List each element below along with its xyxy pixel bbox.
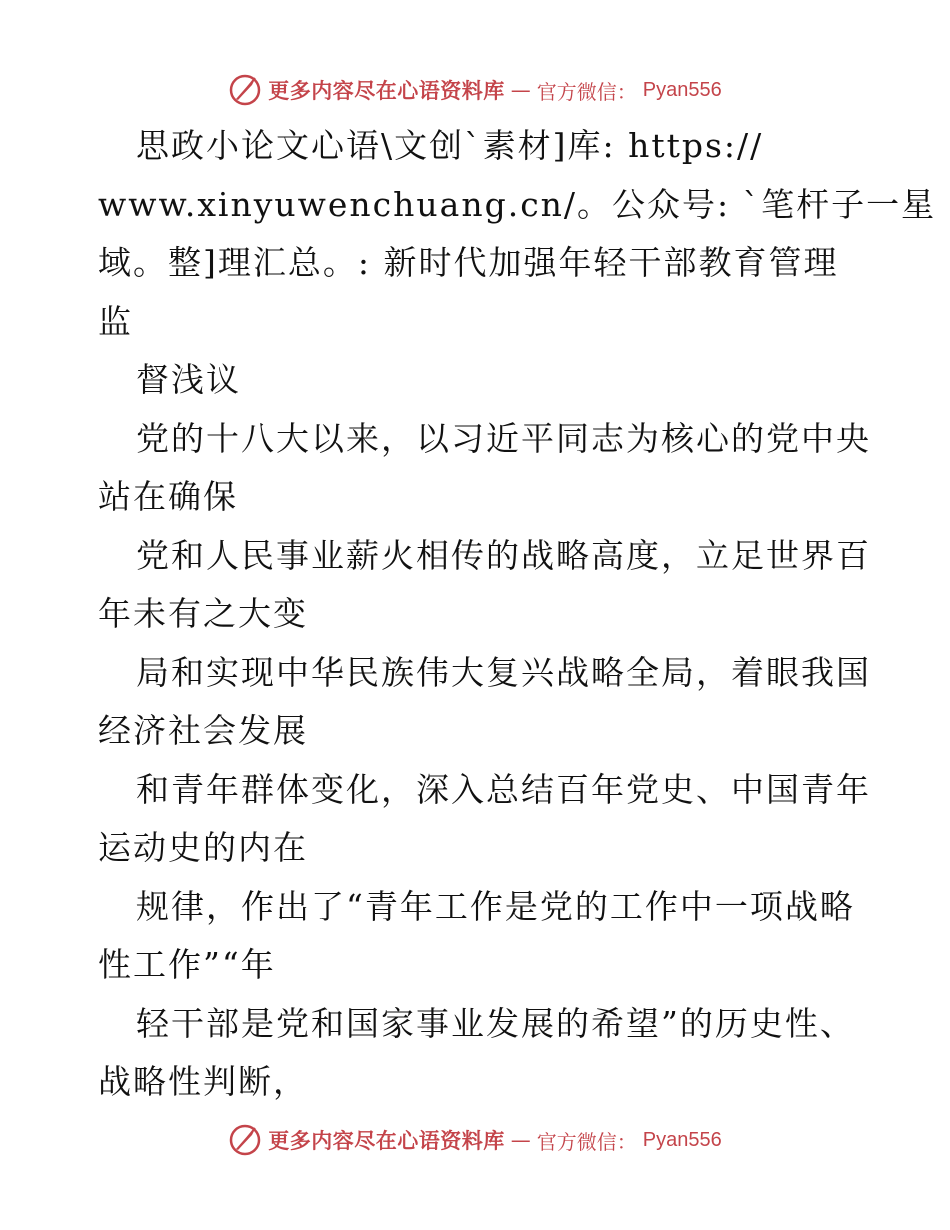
- footer-wechat-id: Pyan556: [642, 1128, 722, 1151]
- quill-pen-icon: [228, 1123, 262, 1157]
- body-line: 督浅议: [136, 360, 241, 399]
- body-line: 性工作”“年: [98, 945, 276, 984]
- header-dash: —: [510, 78, 531, 102]
- body-line: 年未有之大变: [98, 594, 308, 633]
- footer-brand-text: 更多内容尽在心语资料库: [268, 1128, 505, 1153]
- body-line: www.xinyuwenchuang.cn/。公众号: `笔杆子一星: [98, 184, 937, 224]
- body-line: 和青年群体变化，深入总结百年党史、中国青年: [136, 769, 871, 809]
- body-line: 监: [98, 301, 133, 341]
- header-wechat-label: 官方微信：: [536, 79, 637, 104]
- body-line: 规律，作出了“青年工作是党的工作中一项战略: [136, 886, 855, 926]
- body-line: 党的十八大以来，以习近平同志为核心的党中央: [136, 418, 871, 458]
- document-body: [98, 117, 937, 1112]
- footer-banner: [0, 1120, 950, 1160]
- header-brand-text: 更多内容尽在心语资料库: [268, 78, 505, 103]
- body-line: 党和人民事业薪火相传的战略高度，立足世界百: [136, 535, 871, 575]
- body-line: 运动史的内在: [98, 828, 308, 867]
- body-line: 战略性判断，: [98, 1062, 308, 1101]
- body-line: 思政小论文心语\文创`素材]库: https://: [136, 126, 764, 165]
- body-line: 站在确保: [98, 477, 238, 516]
- footer-dash: —: [510, 1128, 531, 1152]
- quill-pen-icon: [228, 73, 262, 107]
- header-wechat-id: Pyan556: [642, 78, 722, 101]
- footer-wechat-label: 官方微信：: [536, 1129, 637, 1154]
- header-banner: [0, 70, 950, 110]
- body-line: 经济社会发展: [98, 711, 308, 750]
- body-line: 轻干部是党和国家事业发展的希望”的历史性、: [136, 1003, 855, 1043]
- body-line: 局和实现中华民族伟大复兴战略全局，着眼我国: [136, 652, 871, 692]
- body-line: 域。整]理汇总。: 新时代加强年轻干部教育管理: [98, 243, 839, 282]
